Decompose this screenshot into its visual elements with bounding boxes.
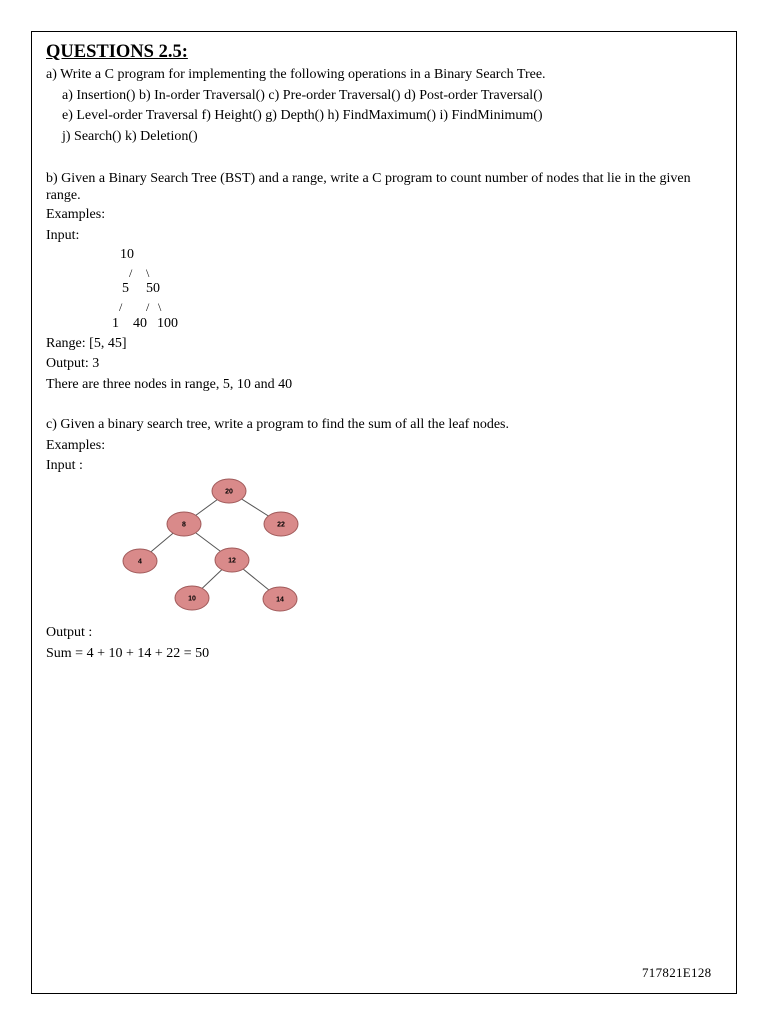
ops-line-2: e) Level-order Traversal f) Height() g) Depth() h) FindMaximum() i) FindMinimum() — [62, 108, 543, 123]
svg-text:12: 12 — [228, 557, 236, 565]
question-c-text: c) Given a binary search tree, write a program to find the sum of all the leaf nodes. — [46, 417, 509, 432]
bst-ascii-diagram — [100, 244, 210, 336]
examples-label-b: Examples: — [46, 207, 106, 222]
tree1-node-right: 50 — [146, 281, 160, 296]
range-text: Range: [5, 45] — [46, 336, 127, 351]
output-text-b: Output: 3 — [46, 356, 100, 371]
tree2-node-left-left — [123, 549, 157, 573]
tree1-edge: \ — [146, 266, 150, 280]
output-label-c: Output : — [46, 625, 93, 640]
tree2-node-left-right-right — [263, 587, 297, 611]
tree2-node-right — [264, 512, 298, 536]
tree1-edge: / — [129, 266, 133, 280]
question-a-text: a) Write a C program for implementing the following operations in a Binary Search Tree. — [46, 67, 546, 82]
svg-text:8: 8 — [182, 521, 186, 529]
tree2-node-root — [212, 479, 246, 503]
svg-text:20: 20 — [225, 488, 233, 496]
tree1-edge: \ — [158, 300, 162, 314]
bst-node-diagram — [118, 476, 302, 616]
input-label-b: Input: — [46, 228, 80, 243]
tree2-node-left-right-left — [175, 586, 209, 610]
svg-text:4: 4 — [138, 558, 142, 566]
tree2-node-left-right — [215, 548, 249, 572]
tree1-edge: / — [119, 300, 123, 314]
tree1-node-left-left: 1 — [112, 316, 119, 331]
svg-text:22: 22 — [277, 521, 285, 529]
tree1-node-left: 5 — [122, 281, 129, 296]
ops-line-3: j) Search() k) Deletion() — [62, 129, 198, 144]
input-label-c: Input : — [46, 458, 83, 473]
explanation-text: There are three nodes in range, 5, 10 and 40 — [46, 377, 293, 392]
page-heading: QUESTIONS 2.5: — [46, 42, 188, 62]
tree1-node-root: 10 — [120, 247, 134, 262]
svg-text:14: 14 — [276, 596, 284, 604]
examples-label-c: Examples: — [46, 438, 106, 453]
tree2-node-left — [167, 512, 201, 536]
ops-line-1: a) Insertion() b) In-order Traversal() c) Pre-order Traversal() d) Post-order Traversal() — [62, 88, 543, 103]
tree1-node-right-left: 40 — [133, 316, 147, 331]
tree1-edge: / — [146, 300, 150, 314]
svg-text:10: 10 — [188, 595, 196, 603]
tree1-node-right-right: 100 — [157, 316, 178, 331]
footer-id: 717821E128 — [642, 965, 712, 980]
question-b-text: b) Given a Binary Search Tree (BST) and a range, write a C program to count number of nodes that lie in the given range. — [46, 171, 691, 203]
sum-text: Sum = 4 + 10 + 14 + 22 = 50 — [46, 646, 210, 661]
